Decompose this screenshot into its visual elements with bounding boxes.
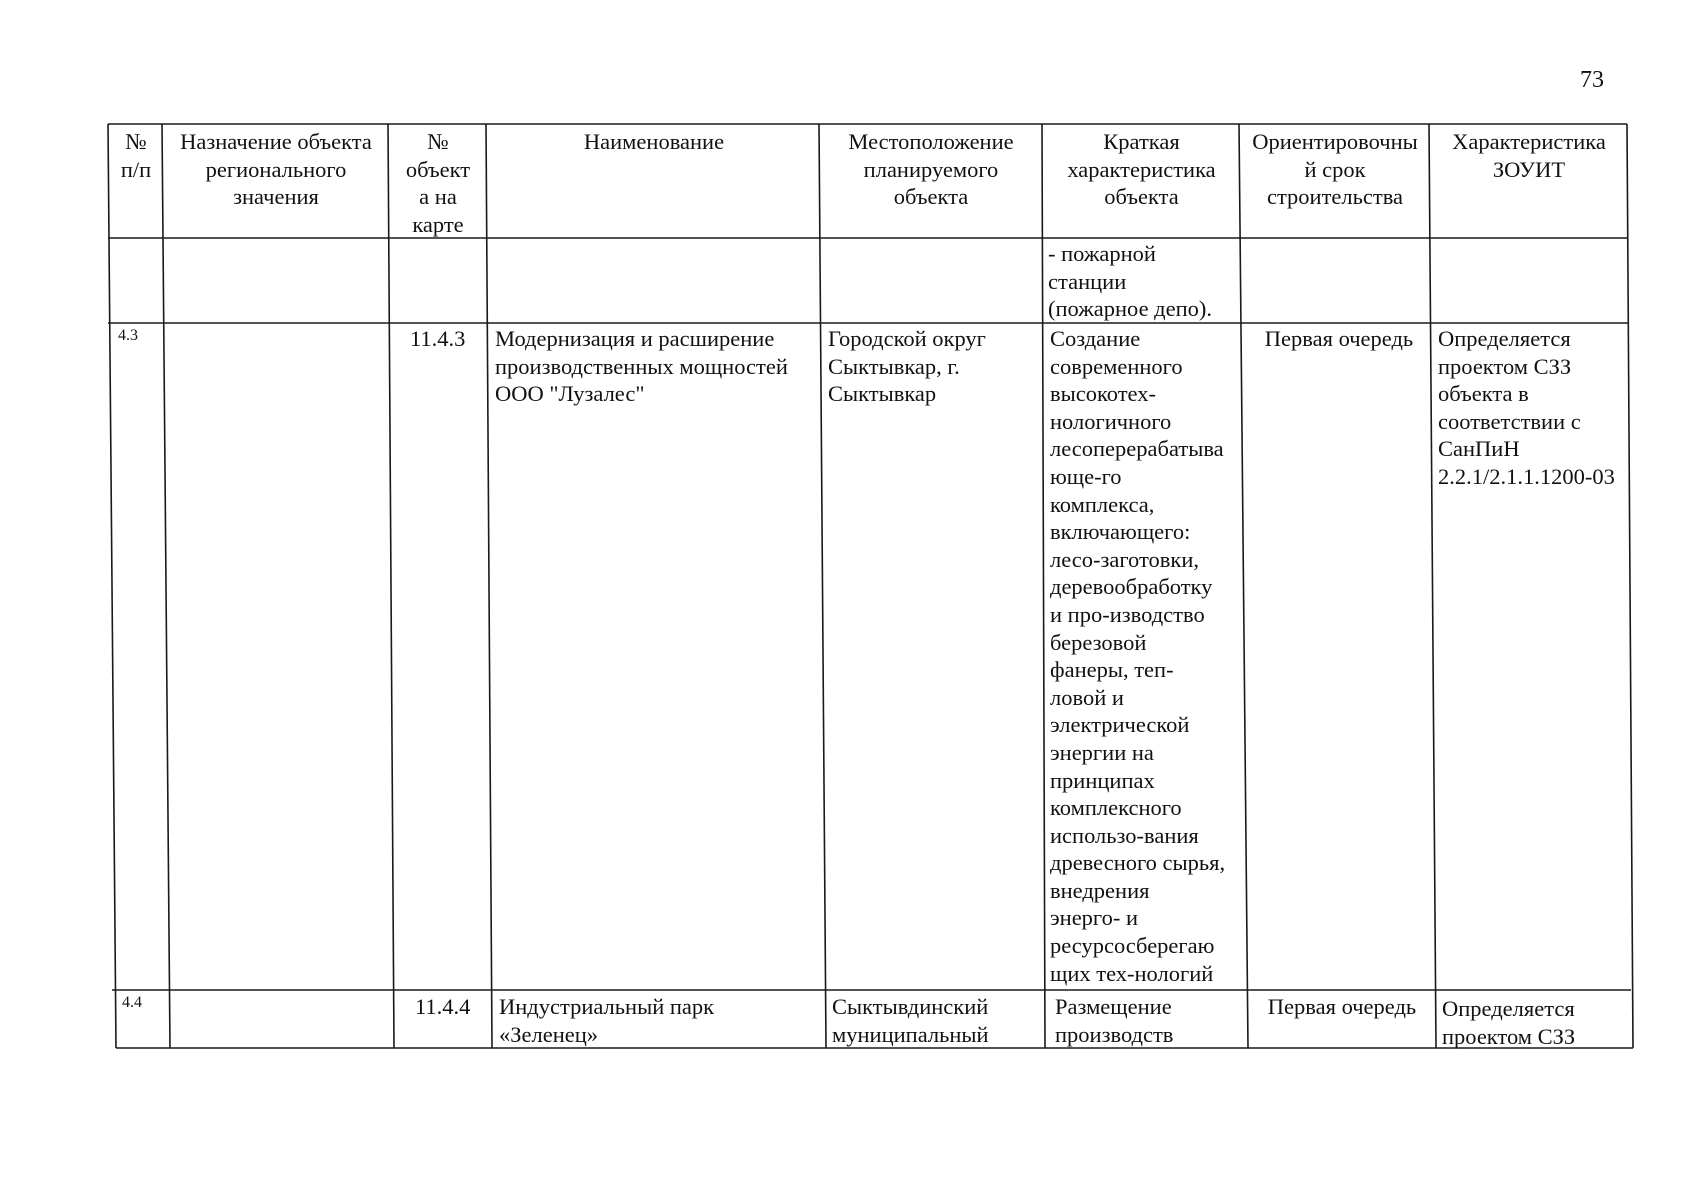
row-location: Сыктывдинский муниципальный — [832, 994, 989, 1047]
row-brief: Размещение производств — [1055, 994, 1174, 1047]
row-map-num: 11.4.4 — [415, 994, 471, 1019]
row-location: Городской округ Сыктывкар, г. Сыктывкар — [828, 326, 986, 407]
header-num: № п/п — [120, 129, 152, 182]
row-zouit: Определяется проектом СЗЗ — [1442, 996, 1576, 1049]
header-location: Местоположение планируемого объекта — [848, 129, 1014, 210]
row-num: 4.4 — [122, 994, 142, 1011]
header-map-num: № объект а на карте — [405, 129, 471, 237]
row-num: 4.3 — [118, 327, 138, 344]
row-term: Первая очередь — [1264, 326, 1414, 351]
header-term: Ориентировочны й срок строительства — [1252, 129, 1418, 210]
row-zouit: Определяется проектом СЗЗ объекта в соответствии с СанПиН 2.2.1/2.1.1.1200-03 — [1438, 326, 1615, 489]
header-name: Наименование — [583, 129, 725, 154]
row-name: Индустриальный парк «Зеленец» — [499, 994, 715, 1047]
row-name: Модернизация и расширение производственных мощностей ООО "Лузалес" — [495, 326, 788, 407]
row-map-num: 11.4.3 — [410, 326, 466, 351]
header-zouit: Характеристика ЗОУИТ — [1452, 129, 1606, 182]
header-brief: Краткая характеристика объекта — [1067, 129, 1216, 210]
page-number: 73 — [1580, 67, 1604, 93]
row-brief: Создание современного высокотех- нологичного лесоперерабатыва юще-го комплекса, включающего: лесо-заготовки, деревообработку и про-изводство березовой фанеры, теп- ловой и электрической энергии на принципах комплексного использо-вания древесного сырья, внедрения энерго- и ресурсосберегаю щих тех-нологий — [1050, 326, 1226, 986]
header-purpose: Назначение объекта регионального значения — [180, 129, 372, 210]
continuation-brief: - пожарной станции (пожарное депо). — [1048, 241, 1213, 322]
row-term: Первая очередь — [1267, 994, 1417, 1019]
